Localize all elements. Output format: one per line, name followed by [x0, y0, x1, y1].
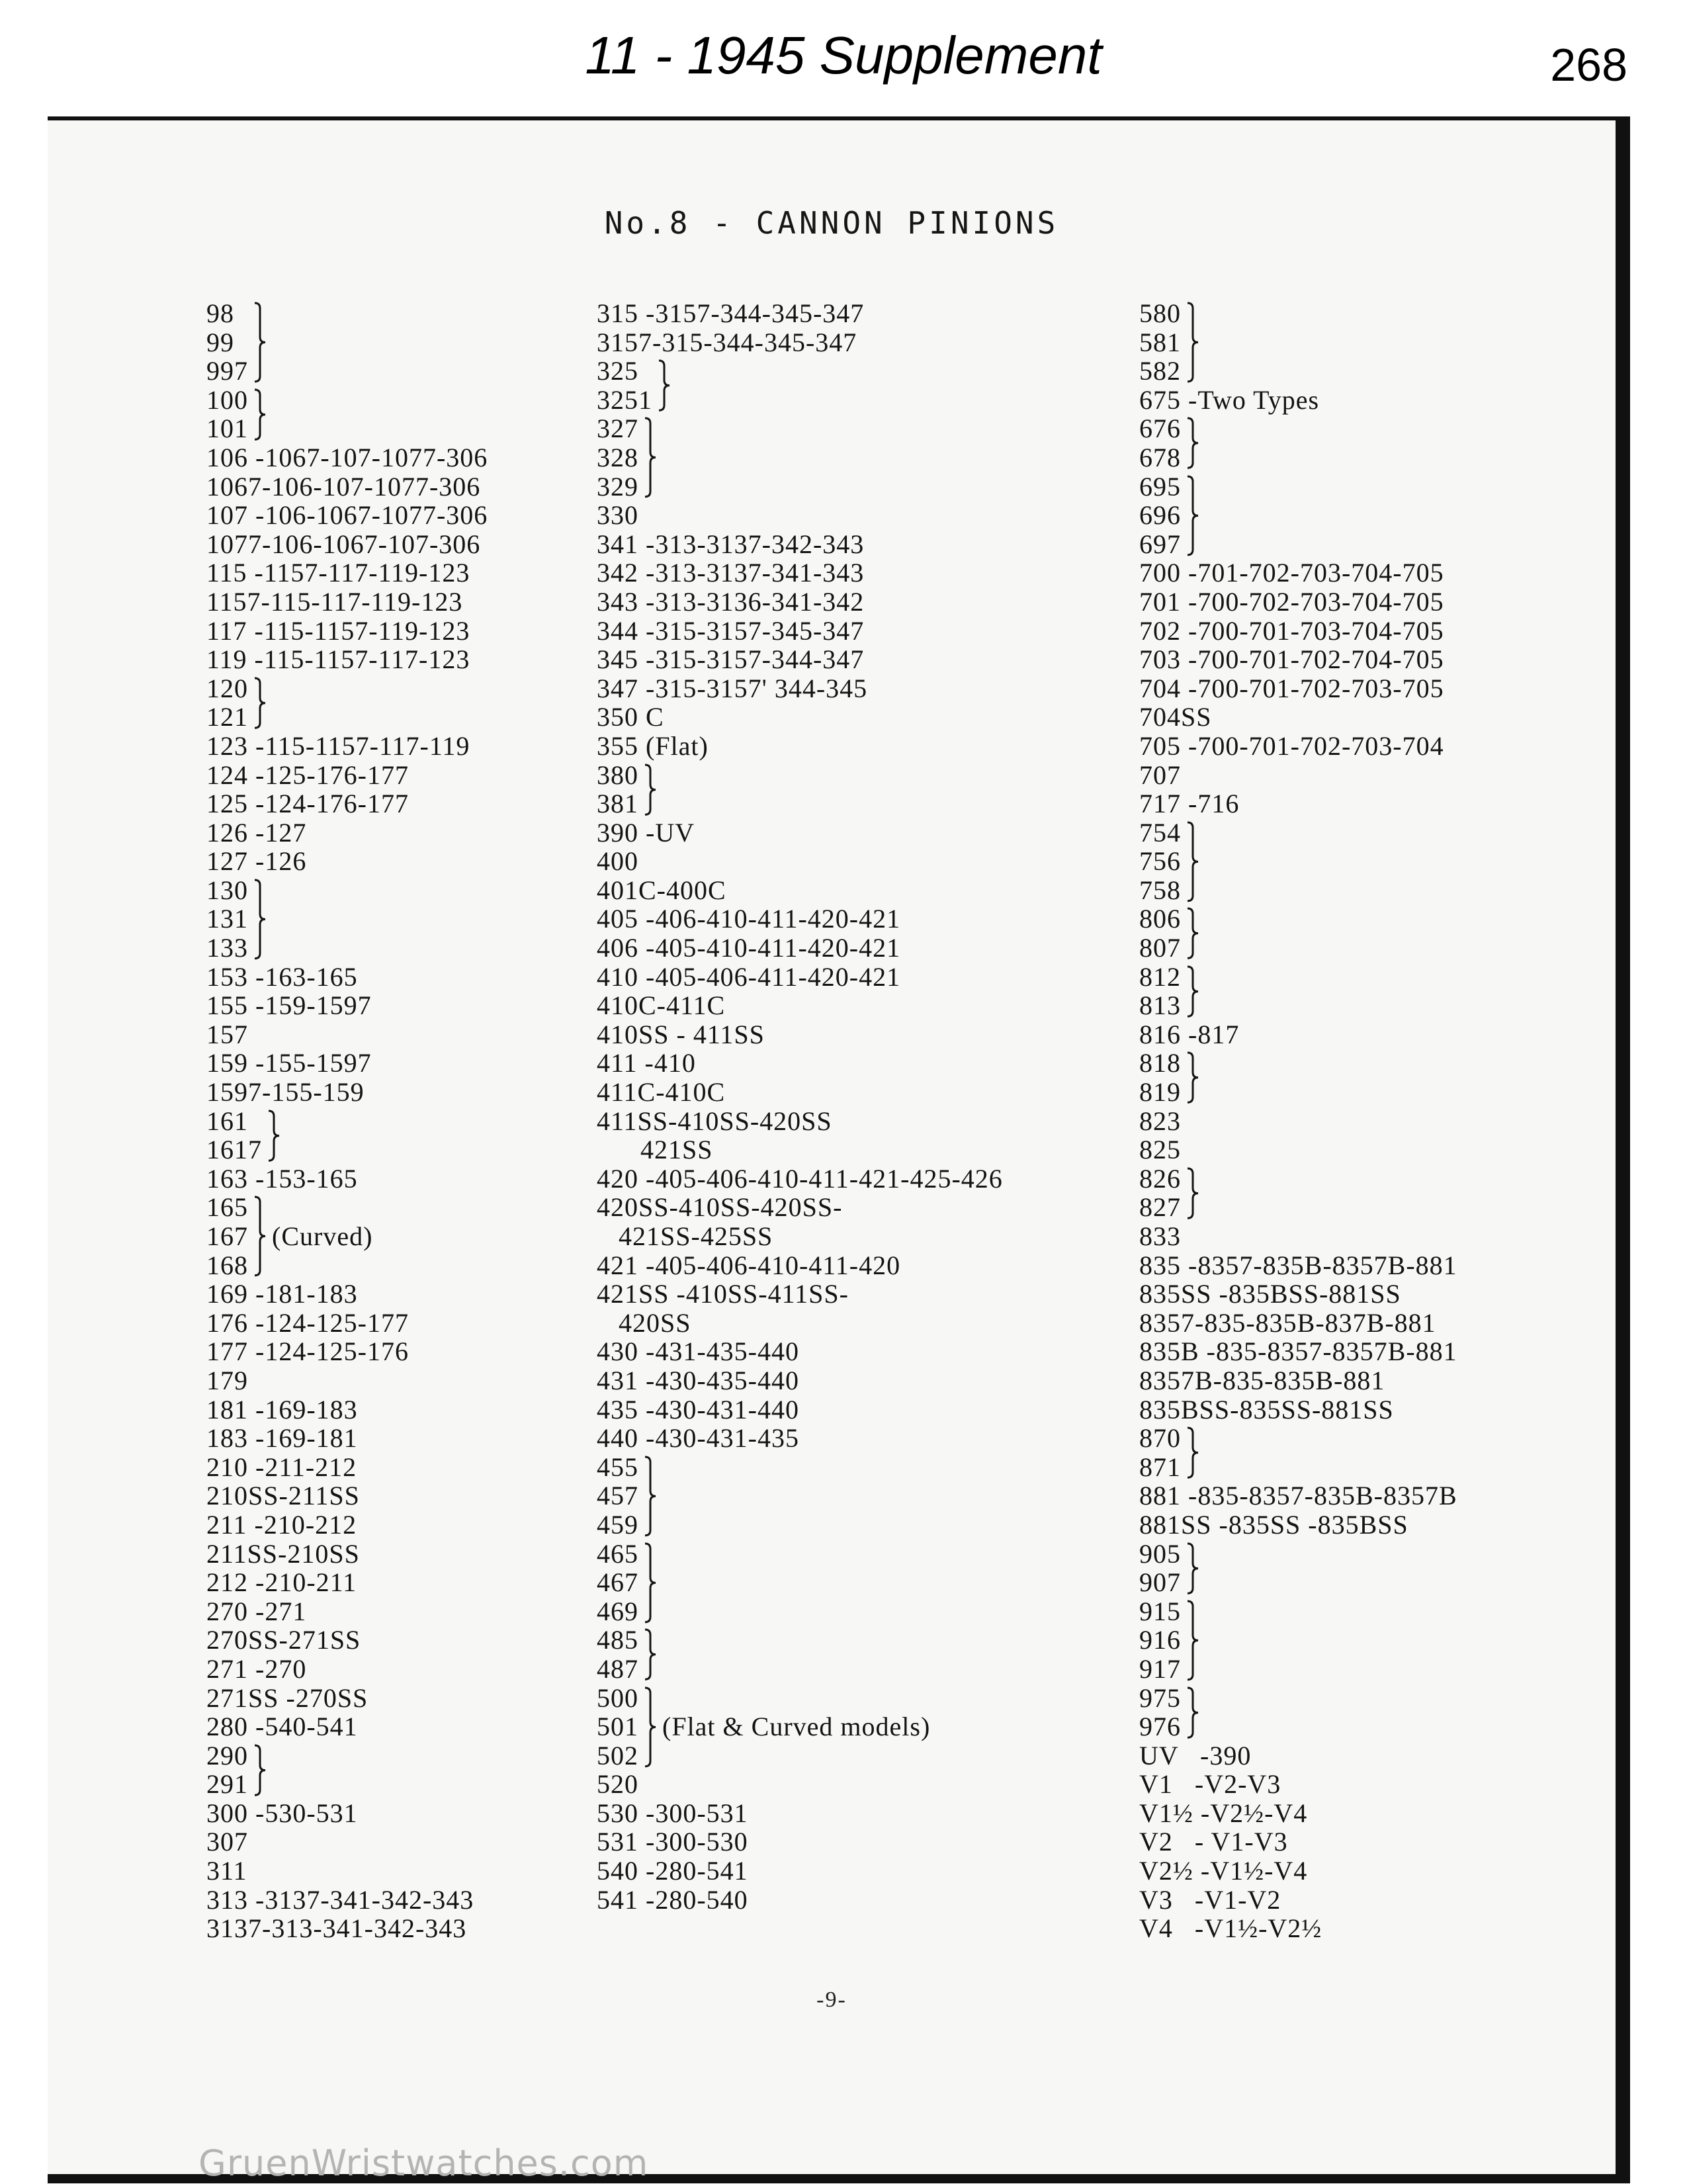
part-entry: 123 -115-1157-117-119	[206, 730, 470, 761]
brace-icon	[253, 1196, 268, 1277]
bracketed-group	[1139, 414, 1457, 472]
group-entry: 905	[1139, 1538, 1181, 1569]
group-entry: 167	[206, 1221, 248, 1251]
bracketed-group	[1139, 818, 1457, 905]
part-entry: V2½ -V1½-V4	[1139, 1856, 1308, 1886]
part-entry: 177 -124-125-176	[206, 1336, 409, 1367]
part-entry: 126 -127	[206, 817, 307, 848]
bracketed-group	[1139, 904, 1457, 962]
part-entry: 881SS -835SS -835BSS	[1139, 1509, 1408, 1540]
part-entry: 1067-106-107-1077-306	[206, 471, 481, 502]
part-entry: 675 -Two Types	[1139, 384, 1320, 415]
part-entry: 280 -540-541	[206, 1712, 358, 1742]
part-entry: 541 -280-540	[597, 1884, 748, 1915]
group-entry: 871	[1139, 1452, 1181, 1482]
part-entry: 107 -106-1067-1077-306	[206, 500, 488, 531]
part-entry: 3137-313-341-342-343	[206, 1913, 467, 1944]
part-entry: V1 -V2-V3	[1139, 1769, 1281, 1800]
part-entry: 816 -817	[1139, 1019, 1240, 1049]
part-entry: 531 -300-530	[597, 1827, 748, 1857]
part-entry: 345 -315-3157-344-347	[597, 644, 865, 675]
group-entry: 581	[1139, 327, 1181, 357]
group-entry: 457	[597, 1481, 638, 1511]
brace-icon	[253, 1744, 268, 1796]
brace-icon	[253, 879, 268, 960]
group-entry: 917	[1139, 1653, 1181, 1684]
group-entry: 328	[597, 442, 638, 472]
part-entry: 311	[206, 1856, 247, 1886]
part-entry: 125 -124-176-177	[206, 789, 409, 819]
part-entry: 271SS -270SS	[206, 1682, 368, 1713]
part-entry: 420 -405-406-410-411-421-425-426	[597, 1163, 1003, 1194]
brace-icon	[267, 1110, 282, 1162]
group-entry: 381	[597, 789, 638, 819]
group-entry: 455	[597, 1452, 638, 1482]
part-entry: 210SS-211SS	[206, 1481, 360, 1511]
part-entry: 270 -271	[206, 1596, 307, 1626]
part-entry: 833	[1139, 1221, 1181, 1251]
column-2	[597, 299, 1003, 1914]
bracketed-group	[206, 386, 488, 443]
column-1	[206, 299, 488, 1943]
part-entry: 181 -169-183	[206, 1394, 358, 1424]
part-entry: 421 -405-406-410-411-420	[597, 1250, 901, 1280]
group-entry: 975	[1139, 1682, 1181, 1713]
bracketed-group	[1139, 1164, 1457, 1222]
part-entry: 1077-106-1067-107-306	[206, 529, 481, 559]
part-entry: 342 -313-3137-341-343	[597, 558, 865, 588]
part-entry: 1597-155-159	[206, 1077, 365, 1108]
part-entry: 211SS-210SS	[206, 1538, 360, 1569]
part-entry: V1½ -V2½-V4	[1139, 1798, 1308, 1828]
group-entry: 329	[597, 471, 638, 502]
group-entry: 121	[206, 702, 248, 732]
document-title: No.8 - CANNON PINIONS	[604, 205, 1059, 241]
group-entry: 100	[206, 384, 248, 415]
group-entry: 754	[1139, 817, 1181, 848]
watermark: GruenWristwatches.com	[198, 2142, 649, 2184]
group-entry: 916	[1139, 1625, 1181, 1655]
group-entry: 756	[1139, 846, 1181, 877]
part-entry: 410 -405-406-411-420-421	[597, 961, 901, 992]
group-entry: 500	[597, 1682, 638, 1713]
scanned-page	[48, 116, 1630, 2183]
group-entry: 819	[1139, 1077, 1181, 1108]
bracketed-group	[1139, 1684, 1457, 1741]
group-entry: 101	[206, 414, 248, 444]
part-entry: 835 -8357-835B-8357B-881	[1139, 1250, 1457, 1280]
part-entry: 1157-115-117-119-123	[206, 586, 463, 617]
group-entry: 120	[206, 673, 248, 703]
group-entry: 696	[1139, 500, 1181, 531]
bracketed-group	[206, 299, 488, 386]
group-entry: 827	[1139, 1192, 1181, 1223]
group-entry: 502	[597, 1740, 638, 1770]
part-entry: 430 -431-435-440	[597, 1336, 799, 1367]
part-entry: 155 -159-1597	[206, 990, 372, 1021]
group-entry: 582	[1139, 356, 1181, 386]
part-entry: 341 -313-3137-342-343	[597, 529, 865, 559]
part-entry: 159 -155-1597	[206, 1048, 372, 1078]
part-entry: 835B -835-8357-8357B-881	[1139, 1336, 1457, 1367]
bracketed-group	[206, 1741, 488, 1799]
brace-icon	[1186, 965, 1201, 1018]
brace-icon	[644, 1686, 658, 1768]
group-entry: 485	[597, 1625, 638, 1655]
group-entry: 907	[1139, 1567, 1181, 1598]
group-entry: 501	[597, 1712, 638, 1742]
bracketed-group	[597, 414, 1003, 501]
part-entry: 115 -1157-117-119-123	[206, 558, 470, 588]
bracketed-group	[597, 1540, 1003, 1626]
group-entry: 812	[1139, 961, 1181, 992]
brace-icon	[253, 677, 268, 729]
part-entry: 271 -270	[206, 1653, 307, 1684]
part-entry: 703 -700-701-702-704-705	[1139, 644, 1444, 675]
part-entry: 520	[597, 1769, 638, 1800]
brace-icon	[644, 417, 658, 498]
part-entry: 704SS	[1139, 702, 1212, 732]
brace-icon	[1186, 821, 1201, 902]
part-entry: 702 -700-701-703-704-705	[1139, 615, 1444, 646]
group-entry: 291	[206, 1769, 248, 1800]
part-entry: 117 -115-1157-119-123	[206, 615, 470, 646]
bracketed-group	[206, 674, 488, 732]
part-entry: 355 (Flat)	[597, 730, 709, 761]
part-entry: 701 -700-702-703-704-705	[1139, 586, 1444, 617]
bracketed-group	[597, 761, 1003, 818]
bracketed-group	[206, 1107, 488, 1164]
part-entry: 350 C	[597, 702, 664, 732]
group-entry: 133	[206, 933, 248, 963]
part-entry: 347 -315-3157' 344-345	[597, 673, 868, 703]
group-entry: 467	[597, 1567, 638, 1598]
brace-icon	[658, 359, 672, 412]
group-entry: 165	[206, 1192, 248, 1223]
part-entry: 421SS-425SS	[597, 1221, 773, 1251]
bracketed-group	[597, 357, 1003, 414]
bracketed-group	[1139, 1540, 1457, 1597]
part-entry: 183 -169-181	[206, 1423, 358, 1454]
group-entry: 695	[1139, 471, 1181, 502]
brace-icon	[644, 1542, 658, 1624]
group-entry: 870	[1139, 1423, 1181, 1454]
part-entry: 440 -430-431-435	[597, 1423, 799, 1454]
bracketed-group	[1139, 472, 1457, 559]
brace-icon	[1186, 1426, 1201, 1479]
group-entry: 678	[1139, 442, 1181, 472]
group-entry: 380	[597, 760, 638, 790]
part-entry: 119 -115-1157-117-123	[206, 644, 470, 675]
group-entry: 469	[597, 1596, 638, 1626]
part-entry: 406 -405-410-411-420-421	[597, 933, 901, 963]
part-entry: 390 -UV	[597, 817, 695, 848]
bracketed-group	[597, 1453, 1003, 1540]
part-entry: V4 -V1½-V2½	[1139, 1913, 1322, 1944]
brace-icon	[644, 764, 658, 816]
group-entry: 98	[206, 298, 234, 328]
group-entry: 99	[206, 327, 234, 357]
group-note: (Flat & Curved models)	[662, 1712, 931, 1742]
part-entry: 835BSS-835SS-881SS	[1139, 1394, 1394, 1424]
group-entry: 168	[206, 1250, 248, 1280]
part-entry: 405 -406-410-411-420-421	[597, 904, 901, 934]
part-entry: UV -390	[1139, 1740, 1252, 1770]
part-entry: 270SS-271SS	[206, 1625, 361, 1655]
bracketed-group	[1139, 963, 1457, 1020]
group-entry: 161	[206, 1106, 248, 1136]
part-entry: 435 -430-431-440	[597, 1394, 799, 1424]
part-entry: 705 -700-701-702-703-704	[1139, 730, 1444, 761]
part-entry: 540 -280-541	[597, 1856, 748, 1886]
part-entry: 307	[206, 1827, 248, 1857]
part-entry: 704 -700-701-702-703-705	[1139, 673, 1444, 703]
part-entry: 330	[597, 500, 638, 531]
group-entry: 465	[597, 1538, 638, 1569]
part-entry: 411SS-410SS-420SS	[597, 1106, 832, 1136]
bracketed-group	[597, 1684, 1003, 1770]
brace-icon	[1186, 1686, 1201, 1739]
part-entry: V2 - V1-V3	[1139, 1827, 1288, 1857]
group-entry: 327	[597, 414, 638, 444]
bracketed-group	[597, 1626, 1003, 1683]
group-entry: 758	[1139, 875, 1181, 905]
brace-icon	[644, 1628, 658, 1681]
part-entry: 707	[1139, 760, 1181, 790]
bracketed-group	[206, 876, 488, 963]
bracketed-group	[1139, 299, 1457, 386]
bracketed-group	[1139, 1049, 1457, 1106]
group-entry: 807	[1139, 933, 1181, 963]
part-entry: 881 -835-8357-835B-8357B	[1139, 1481, 1457, 1511]
part-entry: 410C-411C	[597, 990, 726, 1021]
part-entry: 169 -181-183	[206, 1279, 358, 1309]
part-entry: 8357B-835-835B-881	[1139, 1365, 1385, 1395]
part-entry: 124 -125-176-177	[206, 760, 409, 790]
brace-icon	[1186, 1600, 1201, 1681]
bracketed-group	[206, 1193, 488, 1280]
part-entry: 127 -126	[206, 846, 307, 877]
group-entry: 290	[206, 1740, 248, 1770]
part-entry: 401C-400C	[597, 875, 726, 905]
brace-icon	[1186, 1051, 1201, 1104]
group-note: (Curved)	[272, 1221, 373, 1251]
part-entry: 431 -430-435-440	[597, 1365, 799, 1395]
group-entry: 131	[206, 904, 248, 934]
part-entry: 157	[206, 1019, 248, 1049]
page-header-number: 268	[1550, 39, 1627, 91]
group-entry: 3251	[597, 384, 652, 415]
brace-icon	[644, 1456, 658, 1537]
part-entry: V3 -V1-V2	[1139, 1884, 1281, 1915]
part-entry: 421SS -410SS-411SS-	[597, 1279, 849, 1309]
group-entry: 976	[1139, 1712, 1181, 1742]
part-entry: 176 -124-125-177	[206, 1307, 409, 1338]
part-entry: 411C-410C	[597, 1077, 726, 1108]
bracketed-group	[1139, 1424, 1457, 1481]
brace-icon	[1186, 907, 1201, 959]
part-entry: 106 -1067-107-1077-306	[206, 442, 488, 472]
group-entry: 806	[1139, 904, 1181, 934]
bracketed-group	[1139, 1597, 1457, 1684]
brace-icon	[1186, 1167, 1201, 1219]
part-entry: 8357-835-835B-837B-881	[1139, 1307, 1436, 1338]
part-entry: 411 -410	[597, 1048, 696, 1078]
brace-icon	[1186, 475, 1201, 556]
part-entry: 823	[1139, 1106, 1181, 1136]
part-entry: 420SS	[597, 1307, 691, 1338]
brace-icon	[253, 302, 268, 383]
part-entry: 421SS	[597, 1135, 713, 1165]
brace-icon	[1186, 417, 1201, 469]
group-entry: 813	[1139, 990, 1181, 1021]
part-entry: 410SS - 411SS	[597, 1019, 765, 1049]
part-entry: 211 -210-212	[206, 1509, 357, 1540]
group-entry: 487	[597, 1653, 638, 1684]
part-entry: 835SS -835BSS-881SS	[1139, 1279, 1401, 1309]
page-header-title: 11 - 1945 Supplement	[585, 26, 1102, 85]
part-entry: 344 -315-3157-345-347	[597, 615, 865, 646]
brace-icon	[1186, 302, 1201, 383]
group-entry: 997	[206, 356, 248, 386]
part-entry: 163 -153-165	[206, 1163, 358, 1194]
footer-page-number: -9-	[816, 1987, 847, 2012]
part-entry: 825	[1139, 1135, 1181, 1165]
part-entry: 717 -716	[1139, 789, 1240, 819]
part-entry: 700 -701-702-703-704-705	[1139, 558, 1444, 588]
group-entry: 130	[206, 875, 248, 905]
column-3	[1139, 299, 1457, 1943]
group-entry: 676	[1139, 414, 1181, 444]
part-entry: 313 -3137-341-342-343	[206, 1884, 474, 1915]
brace-icon	[253, 388, 268, 441]
brace-icon	[1186, 1542, 1201, 1594]
group-entry: 459	[597, 1509, 638, 1540]
group-entry: 826	[1139, 1163, 1181, 1194]
group-entry: 915	[1139, 1596, 1181, 1626]
part-entry: 300 -530-531	[206, 1798, 358, 1828]
group-entry: 818	[1139, 1048, 1181, 1078]
part-entry: 153 -163-165	[206, 961, 358, 992]
part-entry: 3157-315-344-345-347	[597, 327, 857, 357]
group-entry: 580	[1139, 298, 1181, 328]
part-entry: 315 -3157-344-345-347	[597, 298, 865, 328]
group-entry: 697	[1139, 529, 1181, 559]
group-entry: 325	[597, 356, 638, 386]
part-entry: 179	[206, 1365, 248, 1395]
group-entry: 1617	[206, 1135, 262, 1165]
part-entry: 210 -211-212	[206, 1452, 357, 1482]
part-entry: 420SS-410SS-420SS-	[597, 1192, 843, 1223]
part-entry: 530 -300-531	[597, 1798, 748, 1828]
part-entry: 212 -210-211	[206, 1567, 357, 1598]
part-entry: 343 -313-3136-341-342	[597, 586, 865, 617]
part-entry: 400	[597, 846, 638, 877]
